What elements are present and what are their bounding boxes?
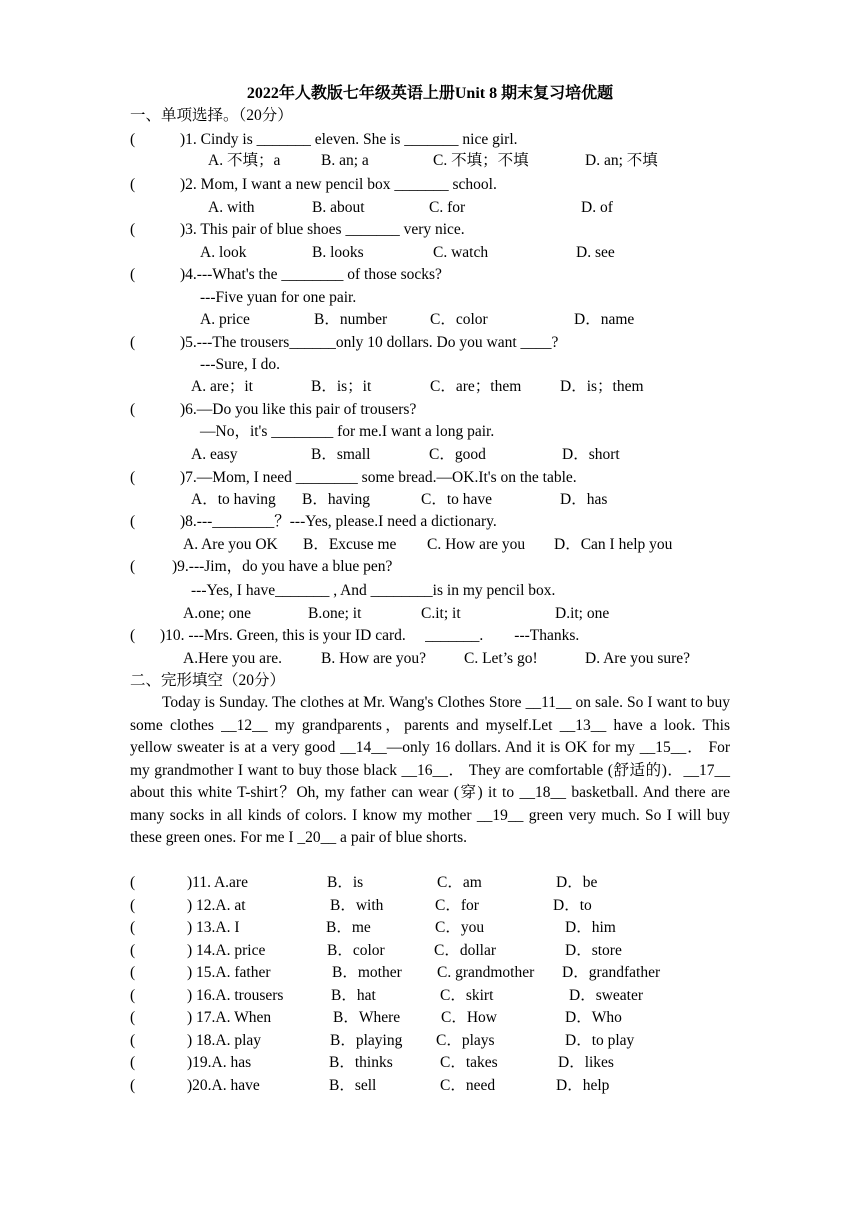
option-d: D．likes bbox=[558, 1054, 614, 1071]
option-b: B.one; it bbox=[308, 605, 362, 622]
question-stem: )10. ---Mrs. Green, this is your ID card. _______. ---Thanks. bbox=[160, 627, 580, 644]
option-d: D. an; 不填 bbox=[585, 152, 658, 169]
answer-paren: ( bbox=[130, 1009, 136, 1026]
option-d: D. see bbox=[576, 244, 615, 261]
option-c: C．takes bbox=[440, 1054, 498, 1071]
answer-paren: ( bbox=[130, 1077, 136, 1094]
option-a: A. are；it bbox=[191, 378, 253, 395]
question-stem: )6.—Do you like this pair of trousers? bbox=[180, 401, 417, 418]
option-b: B. about bbox=[312, 199, 365, 216]
question-stem: )5.---The trousers______only 10 dollars. Do you want ____? bbox=[180, 334, 559, 351]
question-stem: )8.---________？---Yes, please.I need a dictionary. bbox=[180, 513, 497, 530]
question-stem: )1. Cindy is _______ eleven. She is _______ nice girl. bbox=[180, 131, 518, 148]
option-b: B．me bbox=[326, 919, 371, 936]
question-extra-line: —No，it's ________ for me.I want a long pair. bbox=[200, 423, 495, 440]
option-b: B．Where bbox=[333, 1009, 401, 1026]
option-a: A. 不填；a bbox=[208, 152, 281, 169]
option-b: B．number bbox=[314, 311, 388, 328]
answer-paren: ( bbox=[130, 897, 136, 914]
option-c: C．to have bbox=[421, 491, 493, 508]
question-number-option-a: ) 12.A. at bbox=[187, 897, 246, 914]
option-c: C．need bbox=[440, 1077, 496, 1094]
option-c: C. 不填；不填 bbox=[433, 152, 529, 169]
option-d: D．to bbox=[553, 897, 592, 914]
answer-paren: ( bbox=[130, 987, 136, 1004]
option-b: B．mother bbox=[332, 964, 402, 981]
option-d: D．Can I help you bbox=[554, 536, 673, 553]
answer-paren: ( bbox=[130, 266, 136, 283]
question-number-option-a: ) 16.A. trousers bbox=[187, 987, 284, 1004]
option-b: B．thinks bbox=[329, 1054, 393, 1071]
answer-paren: ( bbox=[130, 919, 136, 936]
option-b: B．sell bbox=[329, 1077, 377, 1094]
option-c: C．plays bbox=[436, 1032, 495, 1049]
answer-paren: ( bbox=[130, 1054, 136, 1071]
option-c: C. for bbox=[429, 199, 466, 216]
question-stem: )4.---What's the ________ of those socks? bbox=[180, 266, 442, 283]
question-stem: )2. Mom, I want a new pencil box _______ school. bbox=[180, 176, 497, 193]
question-extra-line: ---Yes, I have_______ , And ________is in my pencil box. bbox=[191, 582, 556, 599]
question-number-option-a: ) 17.A. When bbox=[187, 1009, 272, 1026]
option-a: A. Are you OK bbox=[183, 536, 278, 553]
answer-paren: ( bbox=[130, 964, 136, 981]
option-c: C. watch bbox=[433, 244, 489, 261]
option-a: A. easy bbox=[191, 446, 238, 463]
option-d: D．has bbox=[560, 491, 608, 508]
answer-paren: ( bbox=[130, 627, 136, 644]
option-d: D．be bbox=[556, 874, 598, 891]
answer-paren: ( bbox=[130, 334, 136, 351]
question-number-option-a: ) 15.A. father bbox=[187, 964, 271, 981]
option-b: B．is；it bbox=[311, 378, 372, 395]
option-d: D．Who bbox=[565, 1009, 622, 1026]
option-b: B．Excuse me bbox=[303, 536, 397, 553]
option-c: C．are；them bbox=[430, 378, 522, 395]
option-a: A.one; one bbox=[183, 605, 252, 622]
section1-heading: 一、单项选择。（20分） bbox=[130, 107, 293, 124]
option-c: C.it; it bbox=[421, 605, 461, 622]
question-number-option-a: )19.A. has bbox=[187, 1054, 252, 1071]
question-stem: )7.—Mom, I need ________ some bread.—OK.It's on the table. bbox=[180, 469, 577, 486]
option-b: B．hat bbox=[331, 987, 376, 1004]
answer-paren: ( bbox=[130, 942, 136, 959]
option-d: D．to play bbox=[565, 1032, 635, 1049]
option-c: C．dollar bbox=[434, 942, 496, 959]
section2-heading: 二、完形填空（20分） bbox=[130, 672, 286, 689]
answer-paren: ( bbox=[130, 401, 136, 418]
question-number-option-a: )11. A.are bbox=[187, 874, 248, 891]
option-b: B．is bbox=[327, 874, 364, 891]
option-c: C. grandmother bbox=[437, 964, 535, 981]
option-c: C．color bbox=[430, 311, 488, 328]
option-b: B. an; a bbox=[321, 152, 369, 169]
question-stem: )9.---Jim，do you have a blue pen? bbox=[172, 558, 393, 575]
option-c: C．you bbox=[435, 919, 485, 936]
option-a: A. look bbox=[200, 244, 247, 261]
answer-paren: ( bbox=[130, 176, 136, 193]
answer-paren: ( bbox=[130, 874, 136, 891]
option-c: C. Let’s go! bbox=[464, 650, 538, 667]
question-number-option-a: )20.A. have bbox=[187, 1077, 260, 1094]
option-d: D．is；them bbox=[560, 378, 644, 395]
option-c: C．skirt bbox=[440, 987, 494, 1004]
answer-paren: ( bbox=[130, 1032, 136, 1049]
option-d: D．help bbox=[556, 1077, 610, 1094]
answer-paren: ( bbox=[130, 513, 136, 530]
question-stem: )3. This pair of blue shoes _______ very nice. bbox=[180, 221, 465, 238]
option-c: C．am bbox=[437, 874, 482, 891]
option-d: D. of bbox=[581, 199, 613, 216]
option-a: A. with bbox=[208, 199, 255, 216]
option-a: A.Here you are. bbox=[183, 650, 282, 667]
question-number-option-a: ) 18.A. play bbox=[187, 1032, 262, 1049]
option-c: C. How are you bbox=[427, 536, 526, 553]
answer-paren: ( bbox=[130, 131, 136, 148]
answer-paren: ( bbox=[130, 469, 136, 486]
option-c: C．good bbox=[429, 446, 486, 463]
option-d: D．him bbox=[565, 919, 616, 936]
document-title: 2022年人教版七年级英语上册Unit 8 期末复习培优题 bbox=[246, 85, 614, 102]
cloze-passage-text: Today is Sunday. The clothes at Mr. Wang's Clothes Store __11__ on sale. So I want to buy some clothes __12__ my grandparents，parents and myself.Let __13__ have a look. This yellow sweater is at a very good __14__—only 16 dollars. And it is OK for my __15__． For my grandmother I want to buy those black __16__． They are comfortable (舒适的)．__17__ about this white T-shirt？Oh, my father can wear (穿) it to __18__ basketball. And there are many socks in all kinds of colors. I know my mother __19__ green very much. So I will buy these green ones. For me I _20__ a pair of blue shorts. bbox=[130, 694, 730, 846]
option-c: C．for bbox=[435, 897, 479, 914]
answer-paren: ( bbox=[130, 221, 136, 238]
option-d: D.it; one bbox=[555, 605, 610, 622]
option-b: B．small bbox=[311, 446, 371, 463]
option-a: A. price bbox=[200, 311, 250, 328]
question-extra-line: ---Sure, I do. bbox=[200, 356, 281, 373]
option-d: D．name bbox=[574, 311, 635, 328]
option-b: B．color bbox=[327, 942, 385, 959]
option-d: D．grandfather bbox=[562, 964, 661, 981]
option-b: B. looks bbox=[312, 244, 364, 261]
option-b: B．playing bbox=[330, 1032, 403, 1049]
answer-paren: ( bbox=[130, 558, 136, 575]
question-number-option-a: ) 13.A. I bbox=[187, 919, 240, 936]
question-number-option-a: ) 14.A. price bbox=[187, 942, 266, 959]
cloze-passage bbox=[130, 692, 730, 850]
option-b: B. How are you? bbox=[321, 650, 427, 667]
option-d: D．short bbox=[562, 446, 620, 463]
option-d: D. Are you sure? bbox=[585, 650, 691, 667]
question-extra-line: ---Five yuan for one pair. bbox=[200, 289, 357, 306]
option-c: C．How bbox=[441, 1009, 497, 1026]
option-d: D．sweater bbox=[569, 987, 644, 1004]
option-b: B．having bbox=[302, 491, 371, 508]
option-a: A．to having bbox=[191, 491, 276, 508]
option-b: B．with bbox=[330, 897, 384, 914]
option-d: D．store bbox=[565, 942, 622, 959]
